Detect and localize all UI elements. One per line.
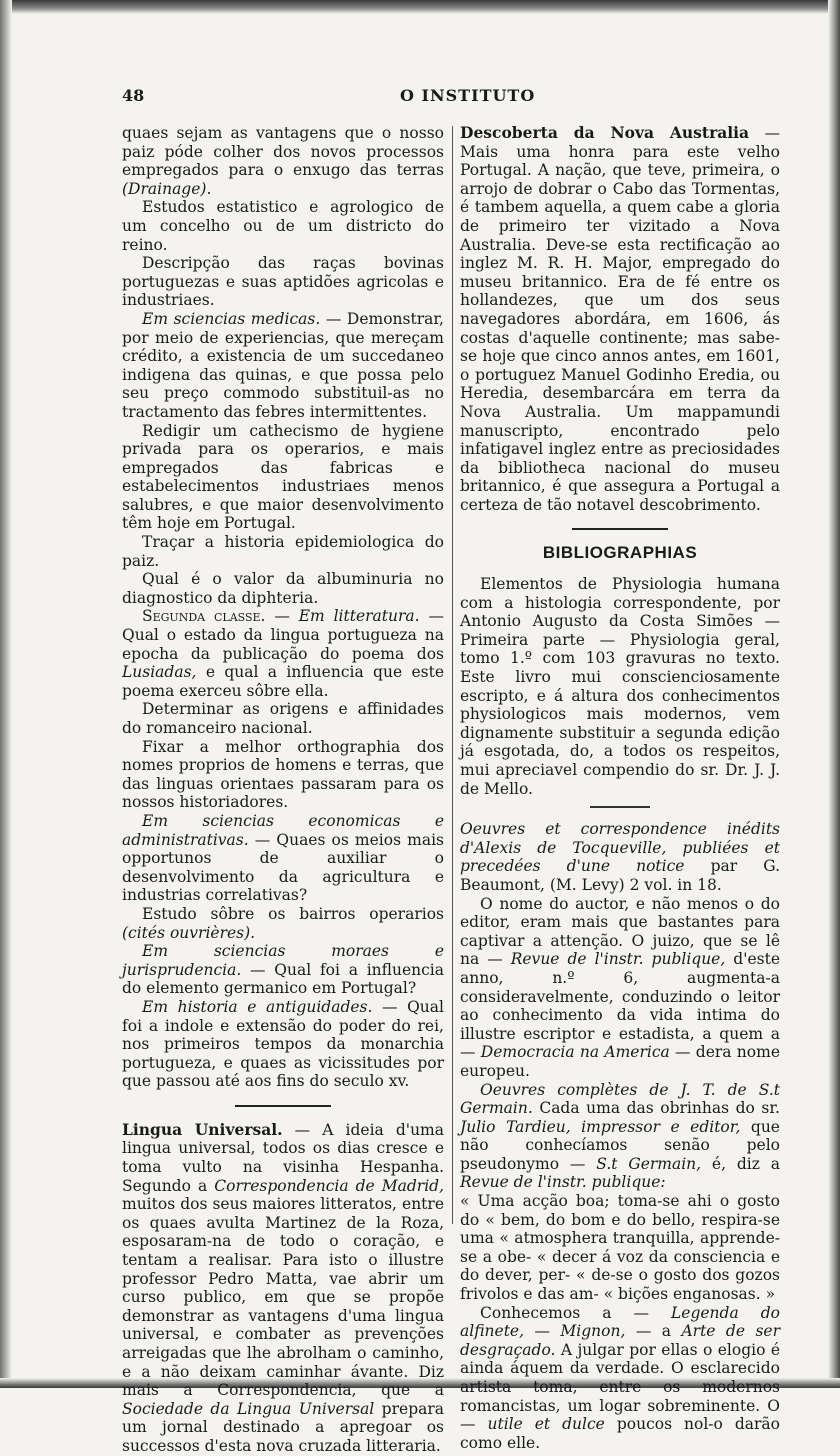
page-right-edge (828, 0, 840, 1388)
paragraph: Descoberta da Nova Australia — Mais uma honra para este velho Portugal. A nação, que teve, primeira, o arrojo de dobrar o Cabo das Tormentas, é tambem aquella, a quem cabe a gloria de primeiro ter vizitado a Nova Australia. Deve-se esta rectificação ao inglez M. R. H. Major, empregado do museu britannico. Era de fé entre os hollandezes, que um dos seus navegadores abordára, em 1606, ás costas d'aquelle continente; mas sabe-se hoje que cinco annos antes, em 1601, o portuguez Manuel Godinho Eredia, ou Heredia, desembarcára em terra da Nova Australia. Um mappamundi manuscripto, encontrado pelo infatigavel inglez entre as preciosidades da bibliotheca nacional do museu britannico, é que assegura a Portugal a certeza de tão notavel descobrimento. (460, 123, 780, 514)
paragraph: Em sciencias moraes e jurisprudencia. — Qual foi a influencia do elemento germanico em Portugal? (122, 942, 444, 998)
paragraph: Qual é o valor da albuminuria no diagnostico da diphteria. (122, 570, 444, 607)
paragraph: Oeuvres et correspondence inédits d'Alexis de Tocqueville, publiées et precedées d'une notice par G. Beaumont, (M. Levy) 2 vol. in 18. (460, 820, 780, 894)
journal-title: O INSTITUTO (400, 86, 536, 105)
paragraph: Elementos de Physiologia humana com a histologia correspondente, por Antonio Augusto da Costa Simões — Primeira parte — Physiologia geral, tomo 1.º com 103 gravuras no texto. Este livro mui conscienciosamente escripto, e á altura dos conhecimentos physiologicos mais modernos, vem dignamente substituir a segunda edição já esgotada, do, a todos os respeitos, mui apreciavel compendio do sr. Dr. J. J. de Mello. (460, 575, 780, 798)
paragraph: Traçar a historia epidemiologica do paiz. (122, 533, 444, 570)
paragraph: Estudos estatistico e agrologico de um concelho ou de um districto do reino. (122, 198, 444, 254)
page-number: 48 (122, 86, 145, 105)
paragraph: Em sciencias economicas e administrativas. — Quaes os meios mais opportunos de auxiliar o desenvolvimento da agricultura e industrias correlativas? (122, 811, 444, 905)
paragraph: Lingua Universal. — A ideia d'uma lingua universal, todos os dias cresce e toma vulto na visinha Hespanha. Segundo a Correspondencia de Madrid, muitos dos seus maiores litteratos, entre os quaes avulta Martinez de la Roza, esposaram-na de todo o coração, e tentam a realisar. Para isto o illustre professor Pedro Matta, vae abrir um curso publico, em que se propõe demonstrar as vantagens d'uma lingua universal, e combater as prevenções arreigadas que lhe abrolham o caminho, e a não deixam caminhar ávante. Diz mais a Correspondencia, que a Sociedade da Lingua Universal prepara um jornal destinado a apregoar os successos d'esta nova cruzada litteraria. (122, 1119, 445, 1455)
section-divider (572, 528, 668, 530)
quotation: « Uma acção boa; toma-se ahi o gosto do « bem, do bom e do bello, respira-se uma « atmosphera tranquilla, apprende-se a obe- « decer á voz da consciencia e do dever, per- « de-se o gosto dos gozos frivolos e das am- « bições enganosas. » (460, 1192, 780, 1304)
paragraph: Em historia e antiguidades. — Qual foi a indole e extensão do poder do rei, nos primeiros tempos da monarchia portugueza, e quaes as vicissitudes por que passou até aos fins do seculo xv. (122, 997, 444, 1091)
paragraph: O nome do auctor, e não menos o do editor, eram mais que bastantes para captivar a attenção. O juizo, que se lê na — Revue de l'instr. publique, d'este anno, n.º 6, augmenta-a consideravelmente, conduzindo o leitor ao conhecimento da vida intima do illustre escriptor e estadista, a quem a — Democracia na America — dera nome europeu. (460, 894, 781, 1080)
section-divider (590, 806, 650, 808)
paragraph: Fixar a melhor orthographia dos nomes proprios de homens e terras, que das linguas orientaes passaram para os nossos historiadores. (122, 737, 444, 812)
paragraph: Segunda classe. — Em litteratura. — Qual o estado da lingua portugueza na epocha da publicação do poema dos Lusiadas, e qual a influencia que este poema exerceu sôbre ella. (122, 607, 444, 700)
section-divider (235, 1105, 331, 1107)
page-header (122, 86, 782, 110)
column-divider (452, 126, 453, 1224)
page-top-edge (0, 0, 840, 14)
section-heading: BIBLIOGRAPHIAS (542, 543, 698, 563)
paragraph: Redigir um cathecismo de hygiene privada para os operarios, e mais empregados das fabricas e estabelecimentos industriaes menos salubres, e que maior desenvolvimento têm hoje em Portugal. (122, 421, 444, 533)
paragraph: Oeuvres complètes de J. T. de S.t Germain. Cada uma das obrinhas do sr. Julio Tardieu, impressor e editor, que não conhecíamos senão pelo pseudonymo — S.t Germain, é, diz a Revue de l'instr. publique: (460, 1080, 781, 1192)
paragraph: Conhecemos a — Legenda do alfinete, — Mignon, — a Arte de ser desgraçado. A julgar por ellas o elogio é ainda áquem da verdade. O esclarecido artista toma, entre os modernos romancistas, um logar sobreminente. O — utile et dulce poucos nol-o darão como elle. (460, 1303, 780, 1452)
paragraph: Em sciencias medicas. — Demonstrar, por meio de experiencias, que mereçam crédito, a existencia de um succedaneo indigena das quinas, e que possa pelo seu preço commodo substituil-as no tractamento das febres intermittentes. (122, 309, 444, 421)
page-left-edge (0, 0, 12, 1388)
left-column (122, 124, 444, 1456)
paragraph: Determinar as origens e affinidades do romanceiro nacional. (122, 700, 444, 737)
right-column (460, 124, 780, 1452)
paragraph: Estudo sôbre os bairros operarios (cités ouvrières). (122, 904, 444, 942)
paragraph: Descripção das raças bovinas portuguezas e suas aptidões agricolas e industriaes. (122, 254, 444, 310)
paragraph: quaes sejam as vantagens que o nosso paiz póde colher dos novos processos empregados para o enxugo das terras (Drainage). (122, 124, 444, 198)
